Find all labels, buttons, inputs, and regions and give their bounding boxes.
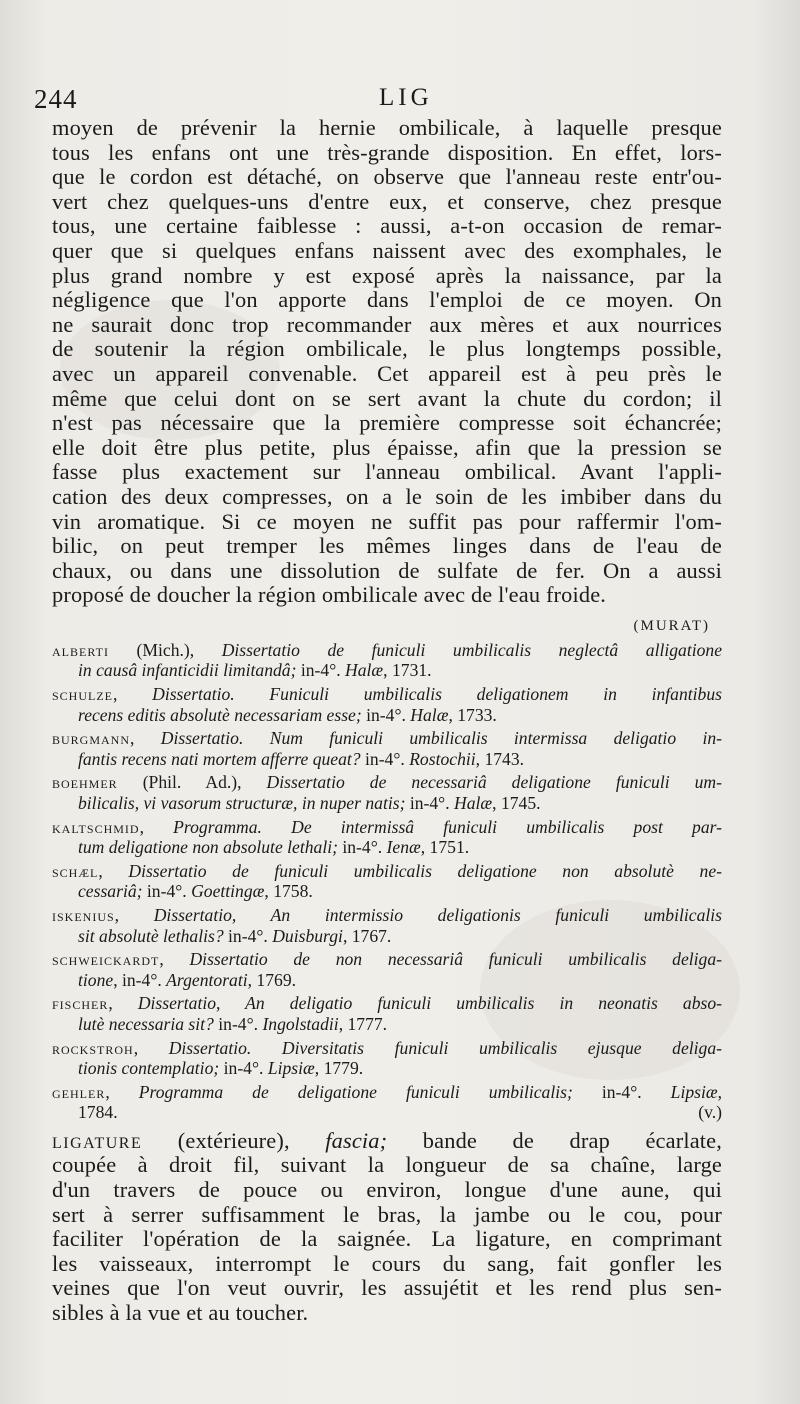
running-head: LIG bbox=[379, 84, 433, 111]
text-line: fasse plus exactement sur l'anneau ombilical. Avant l'appli- bbox=[52, 459, 722, 485]
bibliography-line bbox=[52, 926, 722, 947]
citation-text: in-4°. bbox=[213, 1013, 263, 1034]
text-line: quer que si quelques enfans naissent avec des exomphales, le bbox=[52, 237, 722, 263]
bibliography-line bbox=[52, 993, 722, 1014]
work-title: tionis contemplatio; bbox=[78, 1058, 220, 1079]
work-title: Lipsiæ bbox=[670, 1081, 718, 1102]
citation-text: in-4°. bbox=[142, 881, 192, 902]
text-line: les vaisseaux, interrompt le cours du sang, fait gonfler les bbox=[52, 1250, 722, 1276]
work-title: Duisburgi bbox=[272, 925, 343, 946]
work-title: lutè necessaria sit? bbox=[78, 1013, 214, 1034]
bibliography-entry bbox=[52, 684, 722, 725]
citation-text: in-4°. bbox=[361, 704, 411, 725]
work-title: Ienæ bbox=[386, 837, 421, 858]
citation-text: , 1767. bbox=[342, 925, 392, 946]
work-title: Ingolstadii bbox=[262, 1013, 339, 1034]
page-number: 244 bbox=[34, 84, 78, 114]
author-name: schulze bbox=[52, 684, 113, 705]
bibliography-entry bbox=[52, 1038, 722, 1079]
work-title: Lipsiæ bbox=[267, 1058, 315, 1079]
citation-text: in-4°. bbox=[572, 1081, 671, 1102]
entry-definition-start: bande de drap écarlate, bbox=[387, 1127, 722, 1153]
work-title: in causâ infanticidii limitandâ; bbox=[78, 660, 297, 681]
author-signature: (MURAT) bbox=[633, 617, 710, 634]
text-line: ne saurait donc trop recommander aux mères et aux nourrices bbox=[52, 311, 722, 337]
text-line: sert à serrer suffisamment le bras, la jambe ou le cou, pour bbox=[52, 1201, 722, 1227]
bibliography-line bbox=[52, 1102, 722, 1123]
text-line: faciliter l'opération de la saignée. La ligature, en comprimant bbox=[52, 1226, 722, 1252]
work-title: Halæ bbox=[454, 792, 493, 813]
work-title: Dissertatio. Num funiculi umbilicalis intermissa deligatio in- bbox=[160, 728, 723, 749]
text-line: veines que l'on veut ouvrir, les assujétit et les rend plus sen- bbox=[52, 1275, 722, 1301]
citation-text: , bbox=[159, 949, 190, 970]
author-name: burgmann bbox=[52, 728, 131, 749]
bibliography-line bbox=[52, 749, 722, 770]
text-line: tous, une certaine faiblesse : aussi, a-t-on occasion de remar- bbox=[52, 213, 722, 239]
citation-text: , 1777. bbox=[338, 1013, 388, 1034]
citation-text: in-4°. bbox=[296, 660, 346, 681]
author-name: gehler bbox=[52, 1081, 106, 1102]
work-title: Dissertatio de funiculi umbilicalis deligatione non absolutè ne- bbox=[128, 860, 723, 881]
citation-text: , bbox=[113, 684, 153, 705]
bibliography-line bbox=[52, 705, 722, 726]
author-name: rockstroh bbox=[52, 1037, 134, 1058]
citation-text: , 1731. bbox=[383, 660, 432, 681]
work-title: Programma. De intermissâ funiculi umbilicalis post par- bbox=[173, 816, 722, 837]
text-line: même que celui dont on se sert avant la chute du cordon; il bbox=[52, 385, 722, 411]
bibliography-entry bbox=[52, 1082, 722, 1123]
citation-text: in-4°. bbox=[219, 1058, 268, 1079]
text-line: tous les enfans ont une très-grande disposition. En effet, lors- bbox=[52, 139, 722, 165]
bibliography-line bbox=[52, 1058, 722, 1079]
bibliography-line bbox=[52, 949, 722, 970]
citation-text: , 1779. bbox=[314, 1058, 364, 1079]
citation-text: (Phil. Ad.), bbox=[117, 772, 267, 793]
citation-text: , 1751. bbox=[420, 837, 470, 858]
ligature-first-line bbox=[52, 1129, 722, 1154]
citation-text: , bbox=[717, 1081, 723, 1102]
bibliography-line bbox=[52, 881, 722, 902]
bibliography-line bbox=[52, 728, 722, 749]
author-name: boehmer bbox=[52, 772, 118, 793]
entry-headword: ligature bbox=[52, 1127, 143, 1153]
bibliography-entry bbox=[52, 905, 722, 946]
bibliography-line bbox=[52, 684, 722, 705]
text-line: plus grand nombre y est exposé après la naissance, par la bbox=[52, 262, 722, 288]
bibliography-line bbox=[52, 1038, 722, 1059]
text-line: bilic, on peut tremper les mêmes linges dans de l'eau de bbox=[52, 533, 722, 559]
citation-text: in-4°. bbox=[360, 748, 410, 769]
entry-qualifier: (extérieure), bbox=[142, 1127, 326, 1153]
author-name: iskenius bbox=[52, 905, 115, 925]
work-title: tione bbox=[78, 969, 114, 990]
text-line: n'est pas nécessaire que la première compresse soit échancrée; bbox=[52, 410, 722, 436]
text-line: vert chez quelques-uns d'entre eux, et conserve, chez presque bbox=[52, 188, 722, 214]
citation-text: in-4°. bbox=[405, 792, 455, 813]
work-title: fantis recens nati mortem afferre queat? bbox=[78, 748, 361, 769]
work-title: Programma de deligatione funiculi umbilicalis; bbox=[138, 1081, 573, 1102]
main-paragraph bbox=[52, 116, 722, 608]
author-name: fischer bbox=[52, 993, 109, 1014]
work-title: Dissertatio, An deligatio funiculi umbilicalis in neonatis abso- bbox=[137, 993, 722, 1014]
citation-text: , bbox=[139, 816, 174, 837]
citation-text: , 1769. bbox=[247, 969, 297, 990]
work-title: tum deligatione non absolute lethali; bbox=[78, 837, 338, 858]
work-title: Dissertatio de necessariâ deligatione funiculi um- bbox=[266, 772, 722, 793]
citation-text: , in-4°. bbox=[113, 969, 167, 990]
work-title: Goettingæ bbox=[191, 881, 265, 902]
text-line: sibles à la vue et au toucher. bbox=[52, 1299, 309, 1325]
bibliography-line bbox=[52, 772, 722, 793]
ligature-entry bbox=[52, 1129, 722, 1326]
bibliography-entry bbox=[52, 993, 722, 1034]
work-title: bilicalis, vi vasorum structuræ, in nuper natis; bbox=[78, 792, 406, 813]
text-line: chaux, ou dans une dissolution de sulfate de fer. On a aussi bbox=[52, 557, 722, 583]
author-name: schweickardt bbox=[52, 949, 160, 970]
bibliography-line bbox=[52, 793, 722, 814]
page-header bbox=[34, 84, 754, 116]
work-title: Dissertatio de funiculi umbilicalis neglectâ alligatione bbox=[221, 639, 722, 660]
citation-text: , 1743. bbox=[475, 748, 525, 769]
bibliography-line bbox=[52, 1014, 722, 1035]
bibliography-line bbox=[52, 837, 722, 858]
bibliography bbox=[52, 640, 722, 1123]
text-line: vin aromatique. Si ce moyen ne suffit pas pour raffermir l'om- bbox=[52, 508, 722, 534]
work-title: Halæ bbox=[410, 704, 449, 725]
author-name: kaltschmid bbox=[52, 816, 140, 837]
work-title: sit absolutè lethalis? bbox=[78, 925, 224, 946]
bibliography-entry bbox=[52, 728, 722, 769]
citation-text: , bbox=[133, 1037, 169, 1058]
citation-text: (Mich.), bbox=[108, 639, 222, 660]
citation-text: , 1758. bbox=[264, 881, 313, 902]
bibliography-line bbox=[52, 905, 722, 926]
bibliography-line bbox=[52, 660, 722, 681]
citation-text: 1784. bbox=[78, 1102, 118, 1123]
work-title: Argentorati bbox=[166, 969, 248, 990]
contributor-initial: (v.) bbox=[117, 1102, 722, 1123]
citation-text: , bbox=[130, 728, 161, 749]
bibliography-line bbox=[52, 861, 722, 882]
entry-latin-term: fascia; bbox=[325, 1127, 388, 1153]
text-line: de soutenir la région ombilicale, le plus longtemps possible, bbox=[52, 336, 722, 362]
text-line: avec un appareil convenable. Cet appareil est à peu près le bbox=[52, 360, 722, 386]
text-line: coupée à droit fil, suivant la longueur de sa chaîne, large bbox=[52, 1152, 722, 1178]
work-title: Dissertatio. Diversitatis funiculi umbilicalis ejusque deliga- bbox=[168, 1037, 722, 1058]
text-line: que le cordon est détaché, on observe que l'anneau reste entr'ou- bbox=[52, 164, 722, 190]
citation-text: , 1745. bbox=[492, 792, 541, 813]
bibliography-line bbox=[52, 817, 722, 838]
work-title: Dissertatio, An intermissio deligationis funiculi umbilicalis bbox=[153, 905, 722, 925]
author-name: schæl bbox=[52, 860, 99, 881]
work-title: Dissertatio de non necessariâ funiculi umbilicalis deliga- bbox=[189, 949, 722, 970]
citation-text: , bbox=[105, 1081, 139, 1102]
page-body bbox=[52, 116, 722, 1326]
citation-text: , bbox=[108, 993, 138, 1014]
bibliography-entry bbox=[52, 772, 722, 813]
bibliography-line bbox=[52, 640, 722, 661]
bibliography-line bbox=[52, 970, 722, 991]
bibliography-entry bbox=[52, 949, 722, 990]
work-title: Dissertatio. Funiculi umbilicalis deligationem in infantibus bbox=[152, 684, 722, 705]
ligature-text bbox=[52, 1153, 722, 1325]
work-title: recens editis absolutè necessariam esse; bbox=[78, 704, 362, 725]
citation-text: in-4°. bbox=[223, 925, 273, 946]
text-line: moyen de prévenir la hernie ombilicale, à laquelle presque bbox=[52, 115, 722, 140]
citation-text: , bbox=[98, 860, 129, 881]
text-line: elle doit être plus petite, plus épaisse, afin que la pression se bbox=[52, 434, 722, 460]
bibliography-entry bbox=[52, 861, 722, 902]
bibliography-entry bbox=[52, 817, 722, 858]
work-title: Rostochii bbox=[409, 748, 476, 769]
text-line: cation des deux compresses, on a le soin de les imbiber dans du bbox=[52, 483, 722, 509]
bibliography-entry bbox=[52, 640, 722, 681]
text-line: d'un travers de pouce ou environ, longue d'une aune, qui bbox=[52, 1176, 722, 1202]
text-line: négligence que l'on apporte dans l'emploi de ce moyen. On bbox=[52, 287, 722, 313]
citation-text: in-4°. bbox=[337, 837, 387, 858]
author-name: alberti bbox=[52, 639, 109, 660]
citation-text: , bbox=[114, 905, 154, 925]
work-title: Halæ bbox=[345, 660, 384, 681]
bibliography-line bbox=[52, 1082, 722, 1103]
text-line: proposé de doucher la région ombilicale avec de l'eau froide. bbox=[52, 582, 607, 608]
work-title: cessariâ; bbox=[78, 881, 143, 902]
citation-text: , 1733. bbox=[448, 704, 497, 725]
